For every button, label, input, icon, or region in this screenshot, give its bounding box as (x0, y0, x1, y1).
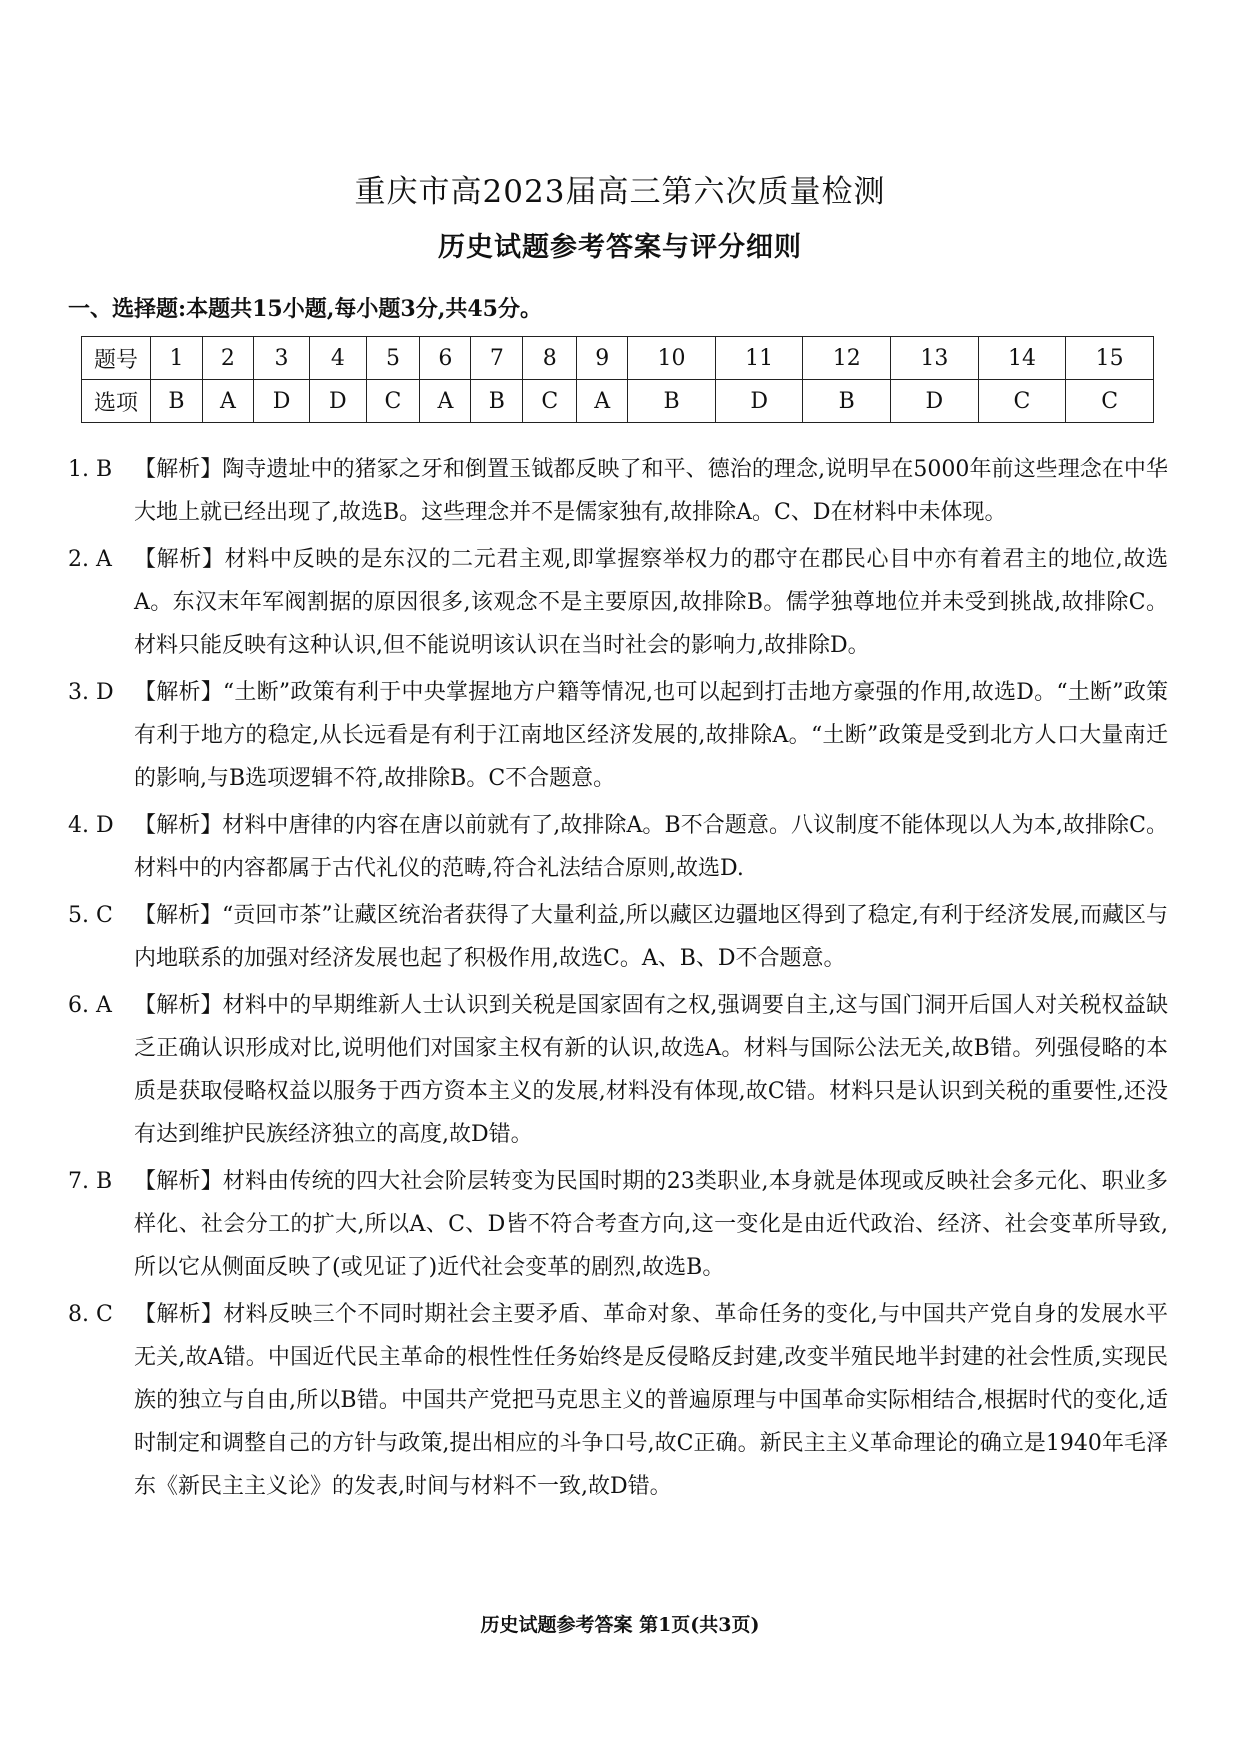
explanation-label: 5. C (68, 903, 113, 928)
explanation-label: 3. D (68, 680, 114, 705)
explanation-text: 【解析】材料中唐律的内容在唐以前就有了,故排除A。B不合题意。八议制度不能体现以人为本,故排除C。材料中的内容都属于古代礼仪的范畴,符合礼法结合原则,故选D. (134, 813, 1168, 881)
page-footer: 历史试题参考答案 第1页(共3页) (480, 1614, 760, 1636)
explanation-label: 2. A (68, 547, 112, 572)
explanation-label: 1. B (68, 457, 113, 482)
question-number-cell: 4 (310, 337, 366, 380)
explanation-item (68, 1293, 1168, 1508)
explanation-text: 【解析】材料由传统的四大社会阶层转变为民国时期的23类职业,本身就是体现或反映社会多元化、职业多样化、社会分工的扩大,所以A、C、D皆不符合考查方向,这一变化是由近代政治、经济、社会变革所导致,所以它从侧面反映了(或见证了)近代社会变革的剧烈,故选B。 (134, 1169, 1168, 1280)
explanation-label: 7. B (68, 1169, 113, 1194)
answer-choice-cell: C (1066, 380, 1154, 423)
explanation-item (68, 1160, 1168, 1289)
answer-choice-cell: B (803, 380, 891, 423)
answer-choice-cell: B (151, 380, 203, 423)
question-number-cell: 14 (978, 337, 1066, 380)
row-label-question-number: 题号 (82, 337, 151, 380)
question-number-cell: 6 (420, 337, 471, 380)
document-subtitle: 历史试题参考答案与评分细则 (438, 232, 802, 263)
explanation-text: 【解析】“土断”政策有利于中央掌握地方户籍等情况,也可以起到打击地方豪强的作用,故选D。“土断”政策有利于地方的稳定,从长远看是有利于江南地区经济发展的,故排除A。“土断”政策是受到北方人口大量南迁的影响,与B选项逻辑不符,故排除B。C不合题意。 (134, 680, 1168, 791)
explanation-item (68, 804, 1168, 890)
question-number-cell: 3 (253, 337, 309, 380)
question-number-cell: 11 (715, 337, 803, 380)
explanation-label: 6. A (68, 993, 112, 1018)
explanation-text: 【解析】陶寺遗址中的猪冢之牙和倒置玉钺都反映了和平、德治的理念,说明早在5000年前这些理念在中华大地上就已经出现了,故选B。这些理念并不是儒家独有,故排除A。C、D在材料中未体现。 (134, 457, 1168, 525)
explanation-text: 【解析】材料中反映的是东汉的二元君主观,即掌握察举权力的郡守在郡民心目中亦有着君主的地位,故选A。东汉末年军阀割据的原因很多,该观念不是主要原因,故排除B。儒学独尊地位并未受到挑战,故排除C。材料只能反映有这种认识,但不能说明该认识在当时社会的影响力,故排除D。 (134, 547, 1168, 658)
row-label-choice: 选项 (82, 380, 151, 423)
answer-choice-cell: A (420, 380, 471, 423)
answer-choice-cell: D (310, 380, 366, 423)
question-number-cell: 8 (523, 337, 577, 380)
question-number-row (82, 337, 1154, 380)
question-number-cell: 9 (577, 337, 628, 380)
answer-choice-cell: A (577, 380, 628, 423)
answer-choice-cell: D (253, 380, 309, 423)
explanation-item (68, 671, 1168, 800)
question-number-cell: 1 (151, 337, 203, 380)
explanation-list (68, 448, 1168, 1512)
explanation-text: 【解析】“贡回市茶”让藏区统治者获得了大量利益,所以藏区边疆地区得到了稳定,有利于经济发展,而藏区与内地联系的加强对经济发展也起了积极作用,故选C。A、B、D不合题意。 (134, 903, 1168, 971)
answer-choice-cell: C (978, 380, 1066, 423)
explanation-text: 【解析】材料中的早期维新人士认识到关税是国家固有之权,强调要自主,这与国门洞开后国人对关税权益缺乏正确认识形成对比,说明他们对国家主权有新的认识,故选A。材料与国际公法无关,故B错。列强侵略的本质是获取侵略权益以服务于西方资本主义的发展,材料没有体现,故C错。材料只是认识到关税的重要性,还没有达到维护民族经济独立的高度,故D错。 (134, 993, 1168, 1147)
explanation-item (68, 448, 1168, 534)
question-number-cell: 13 (891, 337, 979, 380)
question-number-cell: 2 (202, 337, 253, 380)
answer-choice-cell: B (628, 380, 716, 423)
question-number-cell: 12 (803, 337, 891, 380)
answer-choice-cell: A (202, 380, 253, 423)
explanation-item (68, 538, 1168, 667)
document-title: 重庆市高2023届高三第六次质量检测 (354, 174, 886, 210)
explanation-text: 【解析】材料反映三个不同时期社会主要矛盾、革命对象、革命任务的变化,与中国共产党自身的发展水平无关,故A错。中国近代民主革命的根性性任务始终是反侵略反封建,改变半殖民地半封建的社会性质,实现民族的独立与自由,所以B错。中国共产党把马克思主义的普遍原理与中国革命实际相结合,根据时代的变化,适时制定和调整自己的方针与政策,提出相应的斗争口号,故C正确。新民主主义革命理论的确立是1940年毛泽东《新民主主义论》的发表,时间与材料不一致,故D错。 (134, 1302, 1168, 1499)
explanation-item (68, 984, 1168, 1156)
explanation-label: 4. D (68, 813, 114, 838)
answer-choice-cell: D (891, 380, 979, 423)
answer-choice-cell: D (715, 380, 803, 423)
answer-choice-cell: B (471, 380, 523, 423)
section-heading: 一、选择题:本题共15小题,每小题3分,共45分。 (68, 296, 542, 322)
explanation-item (68, 894, 1168, 980)
question-number-cell: 5 (366, 337, 420, 380)
question-number-cell: 15 (1066, 337, 1154, 380)
explanation-label: 8. C (68, 1302, 113, 1327)
question-number-cell: 10 (628, 337, 716, 380)
answer-choice-row (82, 380, 1154, 423)
answer-table (81, 336, 1154, 423)
answer-choice-cell: C (366, 380, 420, 423)
answer-choice-cell: C (523, 380, 577, 423)
question-number-cell: 7 (471, 337, 523, 380)
